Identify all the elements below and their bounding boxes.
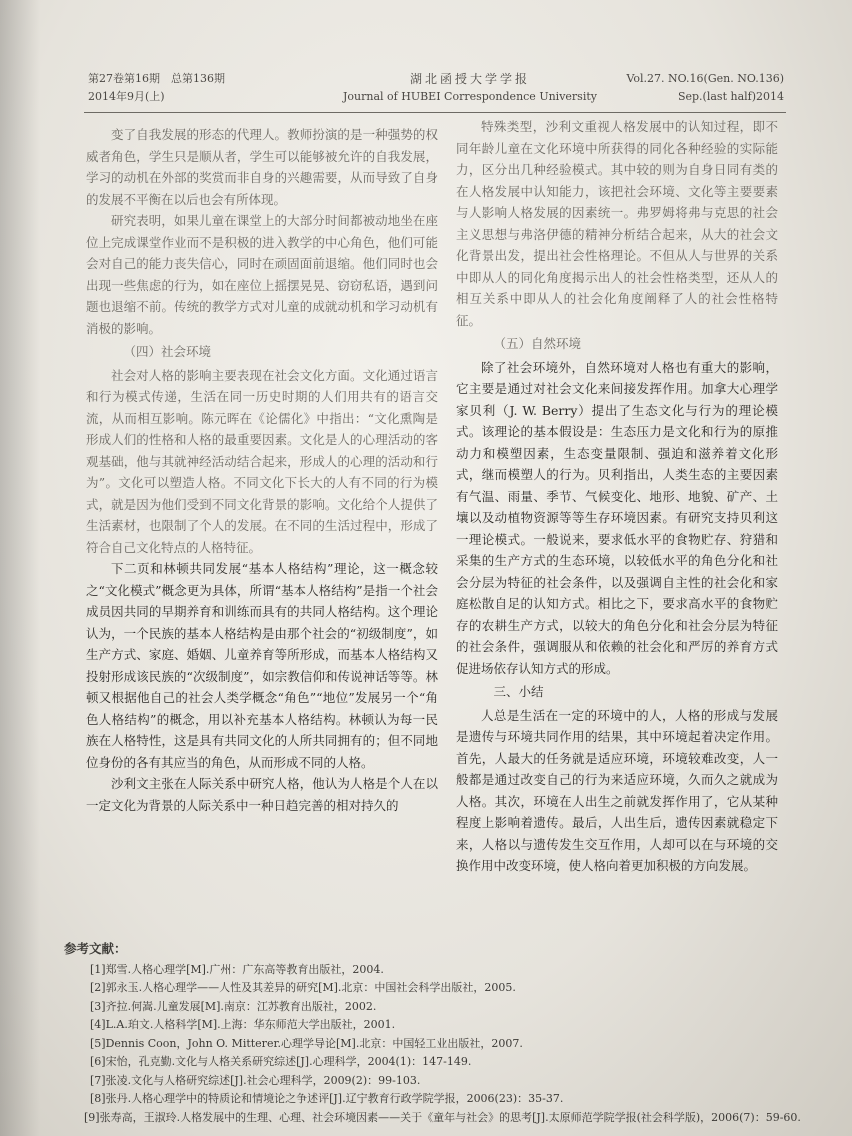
reference-item: [2]郭永玉.人格心理学——人性及其差异的研究[M].北京：中国社会科学出版社，2005. <box>90 981 516 994</box>
journal-title-cn: 湖北函授大学学报 <box>409 72 530 86</box>
reference-item: [1]郑雪.人格心理学[M].广州：广东高等教育出版社，2004. <box>90 962 384 976</box>
volume-date: Sep.(last half)2014 <box>677 90 784 103</box>
section-heading-natural-environment: （五）自然环境 <box>493 336 582 351</box>
paragraph: 人总是生活在一定的环境中的人，人格的形成与发展是遗传与环境共同作用的结果，其中环境起着决定作用。首先，人最大的任务就是适应环境，环境较难改变，人一般都是通过改变自己的行为来适应环境，久而久之就成为人格。其次，环境在人出生之前就发挥作用了，它从某种程度上影响着遗传。最后，人出生后，遗传因素就稳定下来，人格以与遗传发生交互作用，人却可以在与环境的交换作用中改变环境，使人格向着更加积极的方向发展。 <box>456 707 778 873</box>
reference-list <box>64 961 834 1128</box>
reference-item: [9]张寿高，王淑玲.人格发展中的生理、心理、社会环境因素——关于《童年与社会》的思考[J].太原师范学院学报(社会科学版)，2006(7)：59-60. <box>84 1110 801 1124</box>
reference-item: [5]Dennis Coon，John O. Mitterer.心理学导论[M].北京：中国轻工业出版社，2007. <box>90 1036 523 1050</box>
paragraph: 社会对人格的影响主要表现在社会文化方面。文化通过语言和行为模式传递，生活在同一历史时期的人们用共有的语言交流，从而相互影响。陈元晖在《论儒化》中指出：“文化熏陶是形成人们的性格和人格的最重要因素。文化是人的心理活动的客观基础，他与其就神经活动结合起来，形成人的心理的活动和行为”。文化可以塑造人格。不同文化下长大的人有不同的行为模式，就是因为他们受到不同文化背景的影响。文化给个人提供了生活素材，也限制了个人的发展。在不同的生活过程中，形成了符合自己文化特点的人格特征。 <box>86 367 438 555</box>
section-heading-social-environment: （四）社会环境 <box>123 344 212 359</box>
right-column <box>456 116 778 877</box>
references-title: 参考文献： <box>64 941 127 956</box>
paragraph: 除了社会环境外，自然环境对人格也有重大的影响，它主要是通过对社会文化来间接发挥作用。加拿大心理学家贝利（J. W. Berry）提出了生态文化与行为的理论模式。该理论的基本假设是：生态压力是文化和行为的原推动力和模塑因素，生态变量限制、强迫和滋养着文化形式，继而模塑人的行为。贝利指出，人类生态的主要因素有气温、雨量、季节、气候变化、地形、地貌、矿产、土壤以及动植物资源等等生存环境因素。有研究支持贝利这一理论模式。一般说来，要求低水平的食物贮存、狩猎和采集的生产方式的生态环境，以较低水平的角色分化和社会分层为特征的社会条件，以及强调自主性的社会化和家庭松散自足的认知方式。相比之下，要求高水平的食物贮存的农耕生产方式，以较大的角色分化和社会分层为特征的社会条件，强调服从和依赖的社会化和严厉的养育方式促进场依存认知方式的形成。 <box>456 359 778 676</box>
page-header <box>88 70 784 110</box>
reference-item: [4]L.A.珀文.人格科学[M].上海：华东师范大学出版社，2001. <box>90 1018 396 1031</box>
references-section <box>64 940 834 1127</box>
reference-item: [6]宋怡，孔克勤.文化与人格关系研究综述[J].心理科学，2004(1)：147-149. <box>90 1055 472 1068</box>
paragraph: 特殊类型，沙利文重视人格发展中的认知过程，即不同年龄儿童在文化环境中所获得的同化各种经验的实际能力，区分出几种经验模式。其中较的则为自身日同有类的在人格发展中认知能力，该把社会环境、文化等主要要素与人影响人格发展的因素统一。弗罗姆将弗与克思的社会主义思想与弗洛伊德的精神分析结合起来，从大的社会文化背景出发，提出社会性格理论。不但从人与世界的关系中即从人的同化角度揭示出人的社会性格类型，还从人的相互关系中即从人的社会化角度阐释了人的社会性格特征。 <box>456 119 778 328</box>
volume-info <box>626 70 784 106</box>
issue-info <box>88 70 225 106</box>
volume-number: Vol.27. NO.16(Gen. NO.136) <box>626 72 784 85</box>
paragraph: 沙利文主张在人际关系中研究人格，他认为人格是个人在以一定文化为背景的人际关系中一种日趋完善的相对持久的 <box>86 776 438 813</box>
left-column <box>86 124 438 816</box>
reference-item: [3]齐拉.何嵩.儿童发展[M].南京：江苏教育出版社，2002. <box>90 999 377 1013</box>
reference-item: [7]张凌.文化与人格研究综述[J].社会心理科学，2009(2)：99-103. <box>90 1073 421 1087</box>
paragraph: 研究表明，如果儿童在课堂上的大部分时间都被动地坐在座位上完成课堂作业而不是积极的进入教学的中心角色，他们可能会对自己的能力丧失信心，同时在顽固面前退缩。他们同时也会出现一些焦虑的行为，如在座位上摇摆晃晃、窃窃私语，遇到问题也退缩不前。传统的教学方式对儿童的成就动机和学习动机有消极的影响。 <box>86 213 438 336</box>
paragraph: 变了自我发展的形态的代理人。教师扮演的是一种强势的权威者角色，学生只是顺从者，学生可以能够被允许的自我发展，学习的动机在外部的奖赏而非自身的兴趣需要，从而导致了自身的发展不平衡在以后也会有所体现。 <box>86 127 438 207</box>
header-rule <box>84 112 786 113</box>
journal-title <box>320 70 620 106</box>
reference-item: [8]张丹.人格心理学中的特质论和情境论之争述评[J].辽宁教育行政学院学报，2006(23)：35-37. <box>90 1092 564 1105</box>
issue-date: 2014年9月(上) <box>88 90 165 103</box>
paragraph: 下二页和林顿共同发展“基本人格结构”理论，这一概念较之“文化模式”概念更为具体，所谓“基本人格结构”是指一个社会成员因共同的早期养育和训练而具有的共同人格结构。这个理论认为，一个民族的基本人格结构是由那个社会的“初级制度”，如生产方式、家庭、婚姻、儿童养育等所形成，而基本人格结构又投射形成该民族的“次级制度”，如宗教信仰和传说神话等等。林顿又根据他自己的社会人类学概念“角色”“地位”发展另一个“角色人格结构”的概念，用以补充基本人格结构。林顿认为每一民族在人格特性，这是具有共同文化的人所共同拥有的；但不同地位身份的各有其应当的角色，从而形成不同的人格。 <box>86 561 438 770</box>
issue-number: 第27卷第16期 总第136期 <box>88 72 225 85</box>
journal-title-en: Journal of HUBEI Correspondence University <box>343 90 597 103</box>
section-heading-summary: 三、小结 <box>493 684 544 699</box>
